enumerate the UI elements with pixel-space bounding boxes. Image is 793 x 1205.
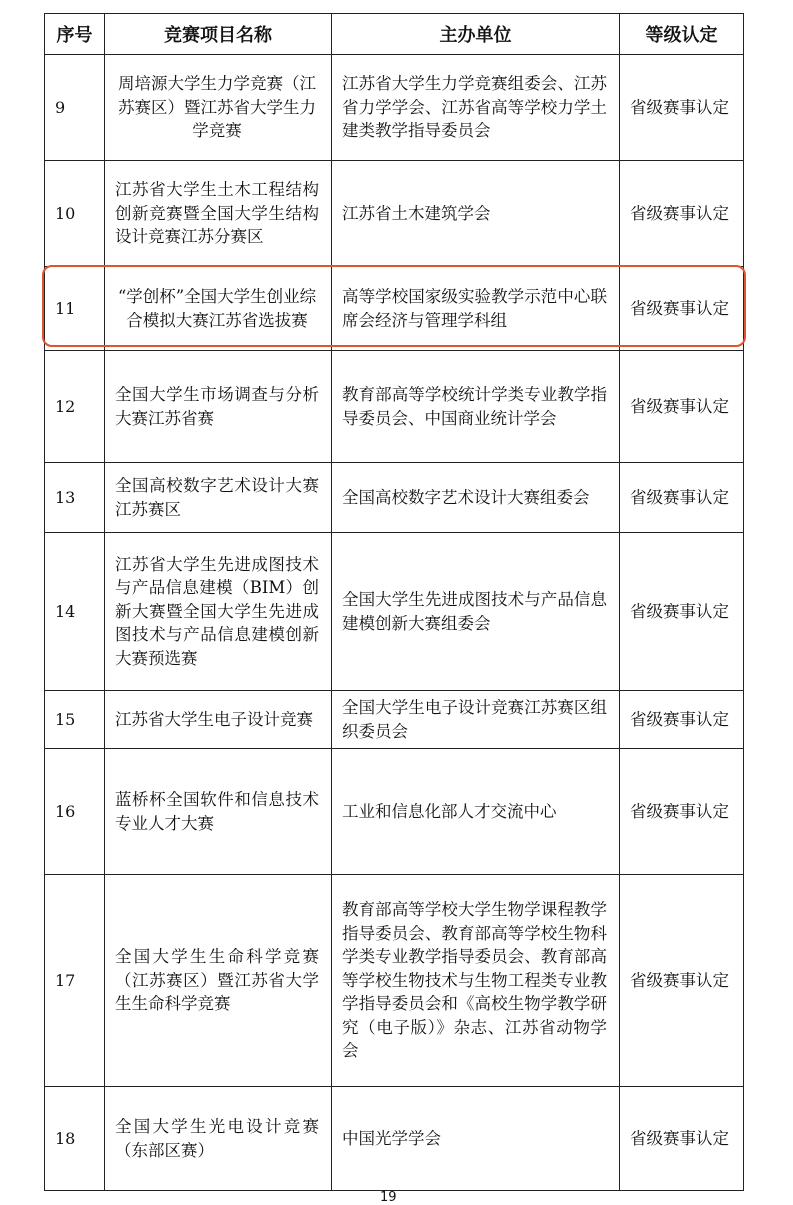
row-number: 15	[45, 691, 105, 749]
organizer: 教育部高等学校大学生物学课程教学指导委员会、教育部高等学校生物科学类专业教学指导委员会、教育部高等学校生物技术与生物工程类专业教学指导委员会和《高校生物学教学研究（电子版）》杂志、江苏省动物学会	[342, 900, 607, 1061]
competition-name: 江苏省大学生先进成图技术与产品信息建模（BIM）创新大赛暨全国大学生先进成图技术与产品信息建模创新大赛预选赛	[115, 554, 319, 668]
level: 省级赛事认定	[630, 1128, 729, 1148]
level: 省级赛事认定	[630, 487, 729, 507]
competition-name: 周培源大学生力学竞赛（江苏赛区）暨江苏省大学生力学竞赛	[118, 74, 316, 141]
organizer: 中国光学学会	[342, 1128, 441, 1148]
organizer: 江苏省土木建筑学会	[342, 203, 491, 223]
table-row	[45, 749, 744, 875]
table-row	[45, 533, 744, 691]
level: 省级赛事认定	[630, 298, 729, 318]
row-number: 13	[45, 463, 105, 533]
table-row	[45, 161, 744, 267]
level: 省级赛事认定	[630, 801, 729, 821]
competition-name: 全国高校数字艺术设计大赛江苏赛区	[115, 476, 319, 519]
header-row	[45, 14, 744, 55]
level: 省级赛事认定	[630, 203, 729, 223]
row-number: 14	[45, 533, 105, 691]
header-level: 等级认定	[620, 14, 744, 55]
competition-table	[44, 13, 744, 1191]
organizer: 江苏省大学生力学竞赛组委会、江苏省力学学会、江苏省高等学校力学土建类教学指导委员会	[342, 74, 607, 141]
competition-name: 全国大学生市场调查与分析大赛江苏省赛	[115, 385, 319, 428]
organizer: 全国大学生电子设计竞赛江苏赛区组织委员会	[342, 698, 607, 741]
table-row	[45, 351, 744, 463]
competition-name: 全国大学生生命科学竞赛（江苏赛区）暨江苏省大学生生命科学竞赛	[115, 947, 319, 1014]
organizer: 教育部高等学校统计学类专业教学指导委员会、中国商业统计学会	[342, 385, 607, 428]
organizer: 工业和信息化部人才交流中心	[342, 801, 557, 821]
competition-name: “学创杯”全国大学生创业综合模拟大赛江苏省选拔赛	[117, 287, 317, 330]
row-number: 9	[45, 55, 105, 161]
organizer: 全国高校数字艺术设计大赛组委会	[342, 487, 590, 507]
row-number: 18	[45, 1087, 105, 1191]
header-name: 竞赛项目名称	[105, 14, 332, 55]
table-row	[45, 691, 744, 749]
table-row	[45, 463, 744, 533]
table-row	[45, 55, 744, 161]
header-organizer: 主办单位	[332, 14, 620, 55]
table-row	[45, 1087, 744, 1191]
row-number: 11	[45, 267, 105, 351]
level: 省级赛事认定	[630, 396, 729, 416]
level: 省级赛事认定	[630, 601, 729, 621]
page-number: 19	[380, 1190, 397, 1205]
header-no: 序号	[45, 14, 105, 55]
row-number: 10	[45, 161, 105, 267]
competition-name: 江苏省大学生土木工程结构创新竞赛暨全国大学生结构设计竞赛江苏分赛区	[115, 180, 319, 247]
table-row	[45, 267, 744, 351]
organizer: 高等学校国家级实验教学示范中心联席会经济与管理学科组	[342, 287, 607, 330]
competition-name: 全国大学生光电设计竞赛（东部区赛）	[115, 1117, 319, 1160]
row-number: 12	[45, 351, 105, 463]
competition-name: 蓝桥杯全国软件和信息技术专业人才大赛	[115, 790, 319, 833]
row-number: 17	[45, 875, 105, 1087]
organizer: 全国大学生先进成图技术与产品信息建模创新大赛组委会	[342, 590, 607, 633]
level: 省级赛事认定	[630, 97, 729, 117]
table-row	[45, 875, 744, 1087]
level: 省级赛事认定	[630, 970, 729, 990]
row-number: 16	[45, 749, 105, 875]
level: 省级赛事认定	[630, 709, 729, 729]
competition-name: 江苏省大学生电子设计竞赛	[115, 709, 313, 729]
